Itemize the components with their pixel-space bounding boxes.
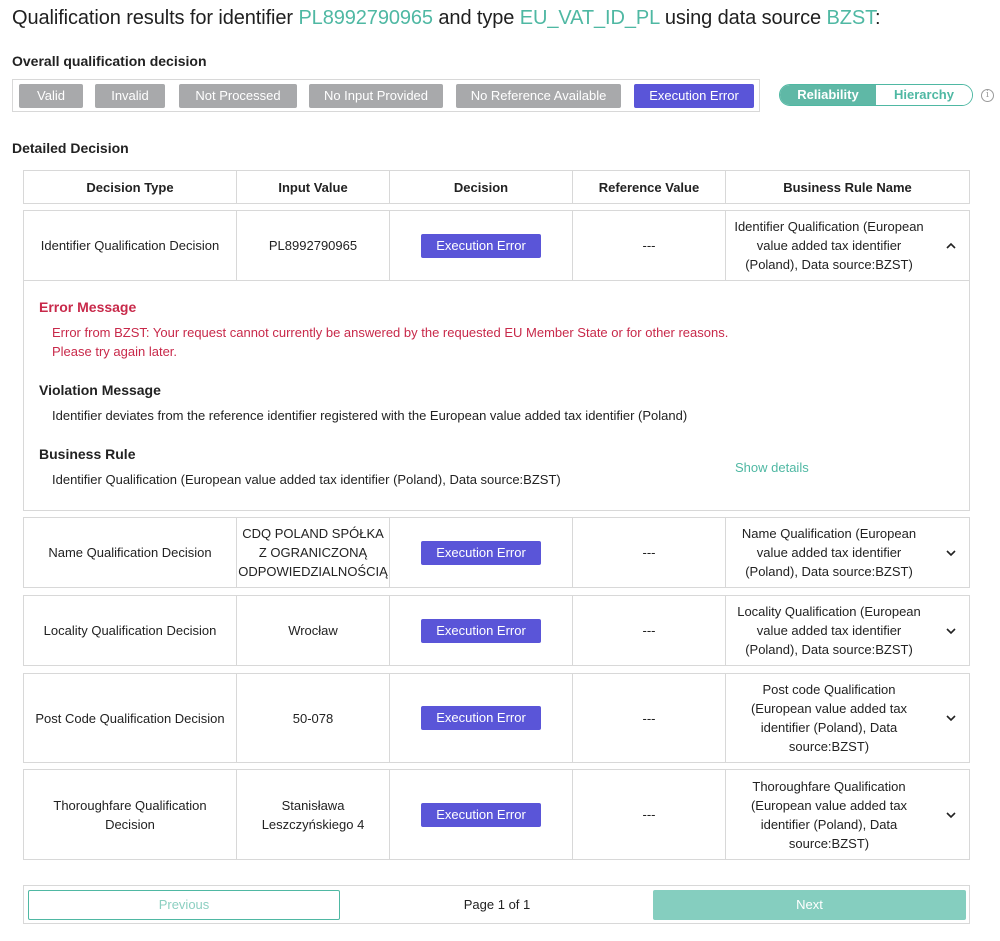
- business-rule-cell: Name Qualification (European value added tax identifier (Poland), Data source:BZST): [741, 526, 917, 579]
- input-value-cell: CDQ POLAND SPÓŁKA Z OGRANICZONĄ ODPOWIEDZIALNOŚCIĄ: [238, 526, 388, 579]
- input-value-cell: Wrocław: [288, 623, 338, 638]
- toggle-hierarchy[interactable]: Hierarchy: [876, 85, 972, 105]
- business-rule-text: Identifier Qualification (European value added tax identifier (Poland), Data source:BZST): [52, 472, 561, 487]
- reference-value-cell: ---: [642, 623, 656, 638]
- page-indicator: Page 1 of 1: [463, 897, 531, 912]
- toggle-reliability[interactable]: Reliability: [780, 85, 876, 105]
- decision-type-cell: Locality Qualification Decision: [43, 623, 217, 638]
- table-row[interactable]: [23, 595, 970, 666]
- title-source: BZST: [826, 7, 875, 29]
- business-rule-cell: Locality Qualification (European value added tax identifier (Poland), Data source:BZST): [737, 604, 921, 657]
- header-reference-value: Reference Value: [598, 179, 700, 195]
- input-value-cell: PL8992790965: [268, 238, 358, 253]
- row-detail-panel: [23, 280, 970, 511]
- chevron-down-icon[interactable]: [945, 809, 957, 821]
- title-prefix: Qualification results for identifier: [12, 7, 299, 29]
- violation-message-heading: Violation Message: [39, 382, 161, 398]
- title-identifier: PL8992790965: [298, 7, 433, 29]
- error-message-heading: Error Message: [39, 299, 137, 315]
- decision-type-cell: Name Qualification Decision: [48, 545, 212, 560]
- decision-cell: [390, 518, 572, 587]
- decision-type-cell: Post Code Qualification Decision: [35, 710, 225, 726]
- decision-type-cell: Identifier Qualification Decision: [40, 238, 220, 253]
- reference-value-cell: ---: [642, 238, 656, 253]
- reference-value-cell: ---: [642, 545, 656, 560]
- overall-decision-bar: [12, 79, 760, 112]
- previous-button[interactable]: Previous: [28, 890, 340, 920]
- show-details-link[interactable]: Show details: [735, 460, 809, 475]
- decision-cell: [390, 211, 572, 280]
- table-header: [23, 170, 970, 204]
- title-type: EU_VAT_ID_PL: [519, 7, 660, 29]
- execution-error-badge: Execution Error: [421, 803, 541, 827]
- business-rule-heading: Business Rule: [39, 446, 136, 462]
- chevron-down-icon[interactable]: [945, 712, 957, 724]
- decision-cell: [390, 770, 572, 859]
- view-toggle: [779, 84, 973, 106]
- violation-message-text: Identifier deviates from the reference identifier registered with the European value added tax identifier (Poland): [52, 408, 688, 423]
- table-row[interactable]: [23, 210, 970, 281]
- table-row[interactable]: [23, 769, 970, 860]
- header-decision: Decision: [453, 179, 509, 195]
- chevron-down-icon[interactable]: [945, 625, 957, 637]
- pill-no-input-provided: No Input Provided: [309, 84, 443, 108]
- pill-execution-error: Execution Error: [634, 84, 754, 108]
- execution-error-badge: Execution Error: [421, 541, 541, 565]
- reference-value-cell: ---: [642, 807, 656, 822]
- execution-error-badge: Execution Error: [421, 706, 541, 730]
- chevron-up-icon[interactable]: [945, 240, 957, 252]
- pill-invalid: Invalid: [95, 84, 165, 108]
- business-rule-cell: Thoroughfare Qualification (European value added tax identifier (Poland), Data source:BZST): [750, 778, 908, 851]
- execution-error-badge: Execution Error: [421, 234, 541, 258]
- header-business-rule-name: Business Rule Name: [783, 179, 912, 195]
- header-input-value: Input Value: [278, 179, 348, 195]
- title-mid-1: and type: [432, 7, 520, 29]
- pagination: [23, 885, 970, 924]
- decision-cell: [390, 596, 572, 665]
- page-title: [12, 7, 880, 30]
- input-value-cell: Stanisława Leszczyńskiego 4: [261, 797, 365, 832]
- chevron-down-icon[interactable]: [945, 547, 957, 559]
- decision-cell: [390, 674, 572, 762]
- pill-not-processed: Not Processed: [179, 84, 297, 108]
- title-mid-2: using data source: [659, 7, 827, 29]
- table-row[interactable]: [23, 673, 970, 763]
- info-icon[interactable]: i: [981, 89, 994, 102]
- error-message-line-2: Please try again later.: [52, 344, 178, 359]
- reference-value-cell: ---: [642, 710, 656, 726]
- input-value-cell: 50-078: [292, 710, 334, 726]
- business-rule-cell: Post code Qualification (European value added tax identifier (Poland), Data source:BZST): [750, 682, 908, 754]
- pill-valid: Valid: [19, 84, 83, 108]
- title-suffix: :: [875, 7, 881, 29]
- decision-type-cell: Thoroughfare Qualification Decision: [53, 797, 207, 832]
- overall-decision-label: Overall qualification decision: [12, 53, 207, 69]
- pill-no-reference-available: No Reference Available: [456, 84, 621, 108]
- execution-error-badge: Execution Error: [421, 619, 541, 643]
- next-button[interactable]: Next: [653, 890, 966, 920]
- business-rule-cell: Identifier Qualification (European value added tax identifier (Poland), Data source:BZST): [734, 219, 924, 272]
- detailed-decision-label: Detailed Decision: [12, 140, 129, 156]
- header-decision-type: Decision Type: [86, 179, 174, 195]
- table-row[interactable]: [23, 517, 970, 588]
- error-message-line-1: Error from BZST: Your request cannot currently be answered by the requested EU Member State or for other reasons.: [52, 325, 729, 340]
